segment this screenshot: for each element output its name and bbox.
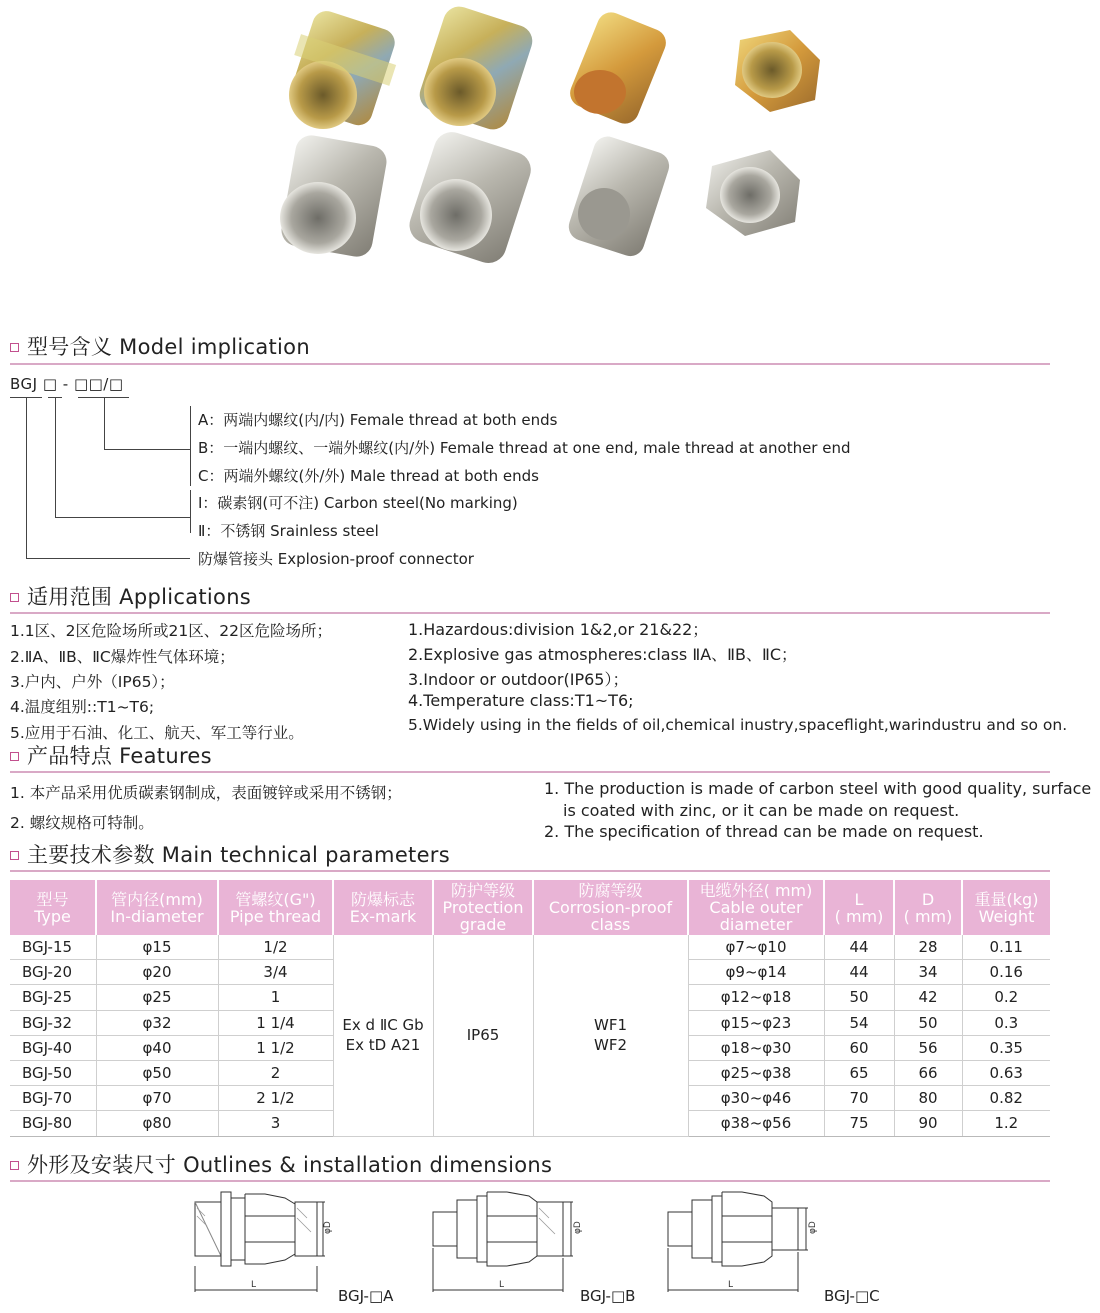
cell-weight: 0.11 (962, 935, 1050, 960)
square-bullet-icon (10, 851, 19, 860)
model-code: BGJ □ - □□/□ (10, 375, 124, 393)
cell-l: 44 (824, 960, 894, 985)
bracket-line (55, 397, 56, 517)
bracket-line (104, 449, 190, 450)
header-protection: 防护等级 Protection grade (433, 880, 533, 935)
cell-type: BGJ-50 (10, 1060, 96, 1085)
header-l: L ( mm) (824, 880, 894, 935)
header-cable: 电缆外径( mm) Cable outer diameter (688, 880, 824, 935)
square-bullet-icon (10, 752, 19, 761)
header-ex-mark: 防爆标志 Ex-mark (333, 880, 433, 935)
feature-en-1b: is coated with zinc, or it can be made on request. (563, 801, 960, 820)
cell-cable: φ25~φ38 (688, 1060, 824, 1085)
cell-l: 60 (824, 1035, 894, 1060)
cell-l: 75 (824, 1111, 894, 1136)
drawing-c-l: L (728, 1280, 734, 1290)
feature-cn-2: 2. 螺纹规格可特制。 (10, 814, 154, 832)
cell-thread: 1 (218, 985, 333, 1010)
bracket-line (55, 517, 190, 518)
drawing-a-d: φD (323, 1221, 333, 1234)
header-weight: 重量(kg) Weight (962, 880, 1050, 935)
cell-dia: φ50 (96, 1060, 218, 1085)
cell-cable: φ7~φ10 (688, 935, 824, 960)
section-rule (10, 870, 1050, 872)
cell-l: 70 (824, 1086, 894, 1111)
cell-cable: φ38~φ56 (688, 1111, 824, 1136)
cell-thread: 2 (218, 1060, 333, 1085)
cell-thread: 1 1/4 (218, 1010, 333, 1035)
header-type: 型号 Type (10, 880, 96, 935)
cell-protection: IP65 (433, 935, 533, 1136)
cell-dia: φ70 (96, 1086, 218, 1111)
bracket-line (26, 558, 190, 559)
cell-l: 50 (824, 985, 894, 1010)
product-photos (0, 0, 1100, 300)
cell-cable: φ30~φ46 (688, 1086, 824, 1111)
cell-d: 28 (894, 935, 962, 960)
cell-l: 65 (824, 1060, 894, 1085)
cell-weight: 0.2 (962, 985, 1050, 1010)
cell-cable: φ12~φ18 (688, 985, 824, 1010)
drawing-bgj-b (425, 1188, 585, 1300)
table-header-row (10, 880, 1050, 935)
cell-corrosion: WF1 WF2 (533, 935, 688, 1136)
application-cn-5: 5.应用于石油、化工、航天、军工等行业。 (10, 724, 304, 742)
section-title-outlines: 外形及安装尺寸 Outlines & installation dimensions (10, 1149, 552, 1179)
cell-thread: 1/2 (218, 935, 333, 960)
square-bullet-icon (10, 343, 19, 352)
cell-type: BGJ-20 (10, 960, 96, 985)
cell-thread: 2 1/2 (218, 1086, 333, 1111)
application-cn-2: 2.ⅡA、ⅡB、ⅡC爆炸性气体环境； (10, 648, 235, 666)
section-title-model: 型号含义 Model implication (10, 331, 310, 361)
bracket-line (190, 490, 191, 533)
cell-weight: 0.63 (962, 1060, 1050, 1085)
cell-dia: φ25 (96, 985, 218, 1010)
cell-d: 80 (894, 1086, 962, 1111)
cell-thread: 3 (218, 1111, 333, 1136)
header-d: D ( mm) (894, 880, 962, 935)
cell-d: 90 (894, 1111, 962, 1136)
section-rule (10, 612, 1050, 614)
cell-cable: φ15~φ23 (688, 1010, 824, 1035)
section-title-parameters: 主要技术参数 Main technical parameters (10, 839, 450, 869)
header-corrosion: 防腐等级 Corrosion-proof class (533, 880, 688, 935)
application-en-1: 1.Hazardous:division 1&2,or 21&22； (408, 620, 709, 639)
cell-ex-mark: Ex d ⅡC Gb Ex tD A21 (333, 935, 433, 1136)
section-rule (10, 363, 1050, 365)
application-en-2: 2.Explosive gas atmospheres:class ⅡA、ⅡB、ⅡC； (408, 645, 798, 664)
cell-weight: 0.82 (962, 1086, 1050, 1111)
cell-weight: 1.2 (962, 1111, 1050, 1136)
cell-thread: 1 1/2 (218, 1035, 333, 1060)
square-bullet-icon (10, 593, 19, 602)
cell-dia: φ40 (96, 1035, 218, 1060)
feature-cn-1: 1. 本产品采用优质碳素钢制成，表面镀锌或采用不锈钢； (10, 784, 402, 802)
drawing-b-l: L (499, 1280, 505, 1290)
cell-d: 42 (894, 985, 962, 1010)
bracket-line (104, 397, 105, 449)
cell-type: BGJ-15 (10, 935, 96, 960)
application-cn-4: 4.温度组别::T1~T6; (10, 698, 155, 716)
feature-en-2: 2. The specification of thread can be made on request. (544, 822, 984, 841)
drawing-c-d: φD (808, 1221, 818, 1234)
product-photo-zinc-4 (735, 30, 820, 112)
drawing-c-label: BGJ-□C (824, 1287, 880, 1305)
product-photo-zinc-2 (416, 2, 537, 133)
cell-l: 44 (824, 935, 894, 960)
model-item-c: C：两端外螺纹(外/外) Male thread at both ends (198, 467, 540, 485)
cell-d: 66 (894, 1060, 962, 1085)
application-en-3: 3.Indoor or outdoor(IP65）； (408, 670, 629, 689)
table-row (10, 935, 1050, 960)
cell-dia: φ80 (96, 1111, 218, 1136)
application-cn-1: 1.1区、2区危险场所或21区、22区危险场所； (10, 622, 332, 640)
cell-weight: 0.35 (962, 1035, 1050, 1060)
cell-dia: φ32 (96, 1010, 218, 1035)
drawing-a-label: BGJ-□A (338, 1287, 394, 1305)
section-rule (10, 1180, 1050, 1182)
cell-weight: 0.3 (962, 1010, 1050, 1035)
cell-cable: φ18~φ30 (688, 1035, 824, 1060)
cell-weight: 0.16 (962, 960, 1050, 985)
model-item-a: A：两端内螺纹(内/内) Female thread at both ends (198, 411, 558, 429)
product-photo-steel-2 (405, 127, 536, 267)
product-photo-steel-1 (279, 133, 389, 259)
bracket-line (190, 406, 191, 486)
cell-dia: φ20 (96, 960, 218, 985)
section-title-features: 产品特点 Features (10, 740, 212, 770)
application-en-4: 4.Temperature class:T1~T6; (408, 691, 634, 710)
bracket-line (26, 397, 27, 558)
square-bullet-icon (10, 1161, 19, 1170)
product-photo-steel-4 (706, 150, 800, 236)
model-item-carbon: Ⅰ：碳素钢(可不注) Carbon steel(No marking) (198, 494, 518, 512)
application-en-5: 5.Widely using in the fields of oil,chemical inustry,spaceflight,warindustru and so on. (408, 716, 1068, 734)
cell-thread: 3/4 (218, 960, 333, 985)
feature-en-1: 1. The production is made of carbon steel with good quality, surface (544, 779, 1092, 798)
parameters-table (10, 880, 1050, 1137)
drawing-bgj-c (662, 1188, 822, 1300)
model-item-b: B：一端内螺纹、一端外螺纹(内/外) Female thread at one end, male thread at another end (198, 439, 851, 457)
drawing-b-label: BGJ-□B (580, 1287, 636, 1305)
cell-dia: φ15 (96, 935, 218, 960)
product-photo-steel-3 (565, 133, 673, 260)
section-title-applications: 适用范围 Applications (10, 581, 251, 611)
drawing-a-l: L (251, 1280, 257, 1290)
cell-type: BGJ-32 (10, 1010, 96, 1035)
cell-d: 34 (894, 960, 962, 985)
model-item-connector: 防爆管接头 Explosion-proof connector (198, 550, 474, 568)
header-in-diameter: 管内径(mm) In-diameter (96, 880, 218, 935)
cell-d: 56 (894, 1035, 962, 1060)
application-cn-3: 3.户内、户外（IP65）； (10, 673, 175, 691)
cell-type: BGJ-25 (10, 985, 96, 1010)
model-item-stainless: Ⅱ：不锈钢 Srainless steel (198, 522, 379, 540)
header-pipe-thread: 管螺纹(G") Pipe thread (218, 880, 333, 935)
cell-type: BGJ-70 (10, 1086, 96, 1111)
drawing-b-d: φD (573, 1221, 583, 1234)
cell-d: 50 (894, 1010, 962, 1035)
cell-cable: φ9~φ14 (688, 960, 824, 985)
drawing-bgj-a (185, 1188, 335, 1300)
product-photo-zinc-3 (566, 8, 670, 128)
cell-l: 54 (824, 1010, 894, 1035)
section-rule (10, 771, 1050, 773)
cell-type: BGJ-40 (10, 1035, 96, 1060)
product-photo-zinc-1 (287, 7, 399, 129)
cell-type: BGJ-80 (10, 1111, 96, 1136)
